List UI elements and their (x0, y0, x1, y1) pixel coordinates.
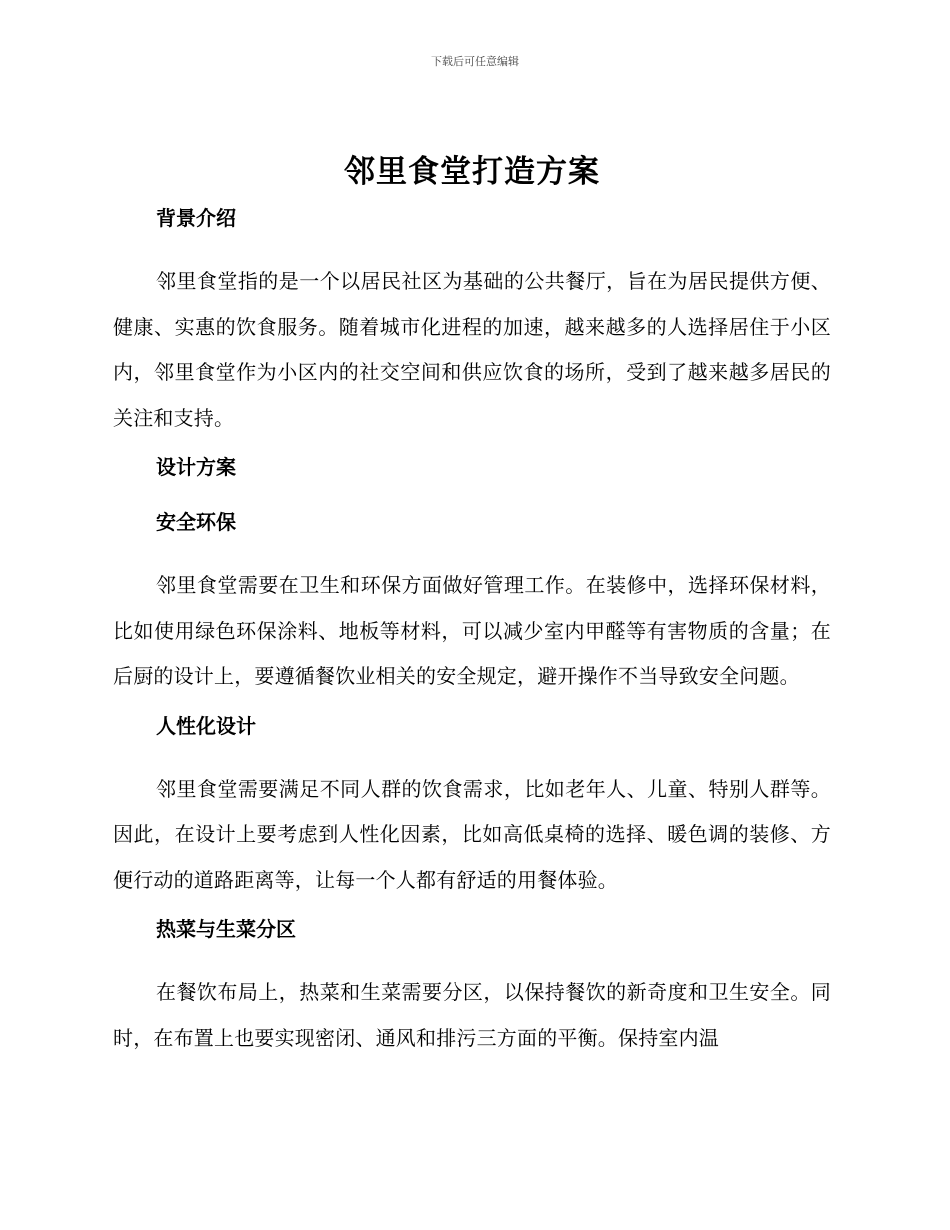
section-heading: 背景介绍 (156, 206, 236, 230)
section-paragraph: 在餐饮布局上，热菜和生菜需要分区，以保持餐饮的新奇度和卫生安全。同时，在布置上也要实现密闭、通风和排污三方面的平衡。保持室内温 (113, 980, 831, 1050)
document-title: 邻里食堂打造方案 (344, 154, 600, 190)
section-paragraph: 邻里食堂指的是一个以居民社区为基础的公共餐厅，旨在为居民提供方便、健康、实惠的饮食服务。随着城市化进程的加速，越来越多的人选择居住于小区内，邻里食堂作为小区内的社交空间和供应饮食的场所，受到了越来越多居民的关注和支持。 (113, 269, 831, 430)
section-design-plan (113, 453, 831, 481)
section-background (113, 204, 831, 441)
section-paragraph: 邻里食堂需要满足不同人群的饮食需求，比如老年人、儿童、特别人群等。因此，在设计上要考虑到人性化因素，比如高低桌椅的选择、暖色调的装修、方便行动的道路距离等，让每一个人都有舒适的用餐体验。 (113, 776, 831, 892)
section-heading: 安全环保 (156, 510, 236, 534)
section-heading: 人性化设计 (156, 713, 256, 738)
page-header-note: 下载后可任意编辑 (431, 55, 519, 68)
section-humanized-design (113, 712, 831, 904)
section-hot-cold-zones (113, 915, 831, 1061)
section-heading: 热菜与生菜分区 (156, 917, 296, 941)
section-heading: 设计方案 (156, 455, 236, 479)
document-body (113, 150, 831, 1073)
section-paragraph: 邻里食堂需要在卫生和环保方面做好管理工作。在装修中，选择环保材料，比如使用绿色环保涂料、地板等材料，可以减少室内甲醛等有害物质的含量；在后厨的设计上，要遵循餐饮业相关的安全规定，避开操作不当导致安全问题。 (113, 573, 831, 688)
section-safety (113, 508, 831, 700)
